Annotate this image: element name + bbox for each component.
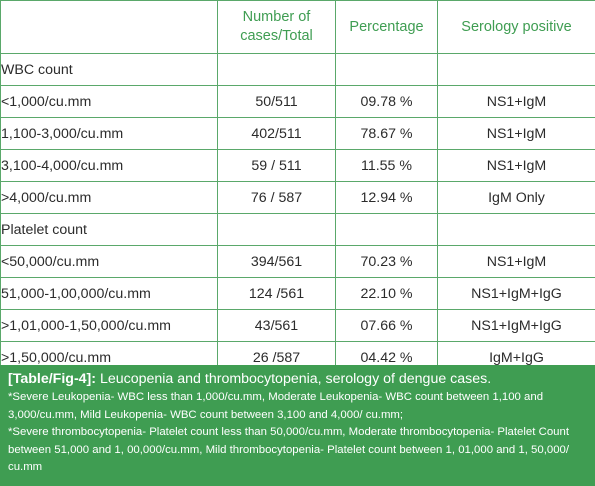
row-cases: 59 / 511: [218, 150, 336, 182]
row-cases: 394/561: [218, 246, 336, 278]
caption-note-platelet: *Severe thrombocytopenia- Platelet count less than 50,000/cu.mm, Moderate thrombocytopenia- Platelet Count between 51,000 and 1, 00,000/cu.mm, Mild thrombocytopenia- Platelet count between 1, 01,000 and 1, 50,000/ cu.mm: [8, 426, 570, 473]
row-percentage: 12.94 %: [336, 182, 438, 214]
caption-title: [8, 370, 587, 388]
header-cases: Number of cases/Total: [218, 1, 336, 54]
table-row: [1, 86, 595, 118]
header-blank: [1, 1, 218, 54]
table-body: [1, 54, 595, 374]
row-cases: 402/511: [218, 118, 336, 150]
row-label: 3,100-4,000/cu.mm: [1, 150, 218, 182]
section-row: [1, 214, 595, 246]
row-percentage: 09.78 %: [336, 86, 438, 118]
caption-text: Leucopenia and thrombocytopenia, serology of dengue cases.: [96, 371, 492, 387]
section-title: WBC count: [1, 54, 218, 86]
header-percentage: Percentage: [336, 1, 438, 54]
row-serology: NS1+IgM+IgG: [438, 278, 595, 310]
row-serology: IgM Only: [438, 182, 595, 214]
row-percentage: 78.67 %: [336, 118, 438, 150]
section-title: Platelet count: [1, 214, 218, 246]
row-serology: NS1+IgM: [438, 118, 595, 150]
table-row: [1, 246, 595, 278]
row-percentage: 22.10 %: [336, 278, 438, 310]
table-row: [1, 278, 595, 310]
row-serology: IgM+IgG: [438, 342, 595, 374]
section-row: [1, 54, 595, 86]
row-serology: NS1+IgM: [438, 246, 595, 278]
table-row: [1, 182, 595, 214]
section-empty-cell: [336, 54, 438, 86]
table-row: [1, 118, 595, 150]
caption-note-wbc: *Severe Leukopenia- WBC less than 1,000/cu.mm, Moderate Leukopenia- WBC count between 1,100 and 3,000/cu.mm, Mild Leukopenia- WBC count between 3,100 and 4,000/ cu.mm;: [8, 391, 544, 421]
row-cases: 124 /561: [218, 278, 336, 310]
table-caption: [0, 365, 595, 486]
section-empty-cell: [438, 54, 595, 86]
section-empty-cell: [438, 214, 595, 246]
row-cases: 26 /587: [218, 342, 336, 374]
table-row: [1, 150, 595, 182]
row-label: <50,000/cu.mm: [1, 246, 218, 278]
row-percentage: 04.42 %: [336, 342, 438, 374]
row-serology: NS1+IgM: [438, 86, 595, 118]
row-label: <1,000/cu.mm: [1, 86, 218, 118]
section-empty-cell: [218, 54, 336, 86]
row-label: 51,000-1,00,000/cu.mm: [1, 278, 218, 310]
row-cases: 76 / 587: [218, 182, 336, 214]
row-cases: 50/511: [218, 86, 336, 118]
header-row: [1, 1, 595, 54]
row-serology: NS1+IgM: [438, 150, 595, 182]
row-cases: 43/561: [218, 310, 336, 342]
table-row: [1, 310, 595, 342]
row-label: >4,000/cu.mm: [1, 182, 218, 214]
row-percentage: 11.55 %: [336, 150, 438, 182]
caption-tag: [Table/Fig-4]:: [8, 371, 97, 387]
section-empty-cell: [218, 214, 336, 246]
row-serology: NS1+IgM+IgG: [438, 310, 595, 342]
header-serology: Serology positive: [438, 1, 595, 54]
row-label: >1,01,000-1,50,000/cu.mm: [1, 310, 218, 342]
row-label: >1,50,000/cu.mm: [1, 342, 218, 374]
row-percentage: 07.66 %: [336, 310, 438, 342]
row-percentage: 70.23 %: [336, 246, 438, 278]
row-label: 1,100-3,000/cu.mm: [1, 118, 218, 150]
section-empty-cell: [336, 214, 438, 246]
